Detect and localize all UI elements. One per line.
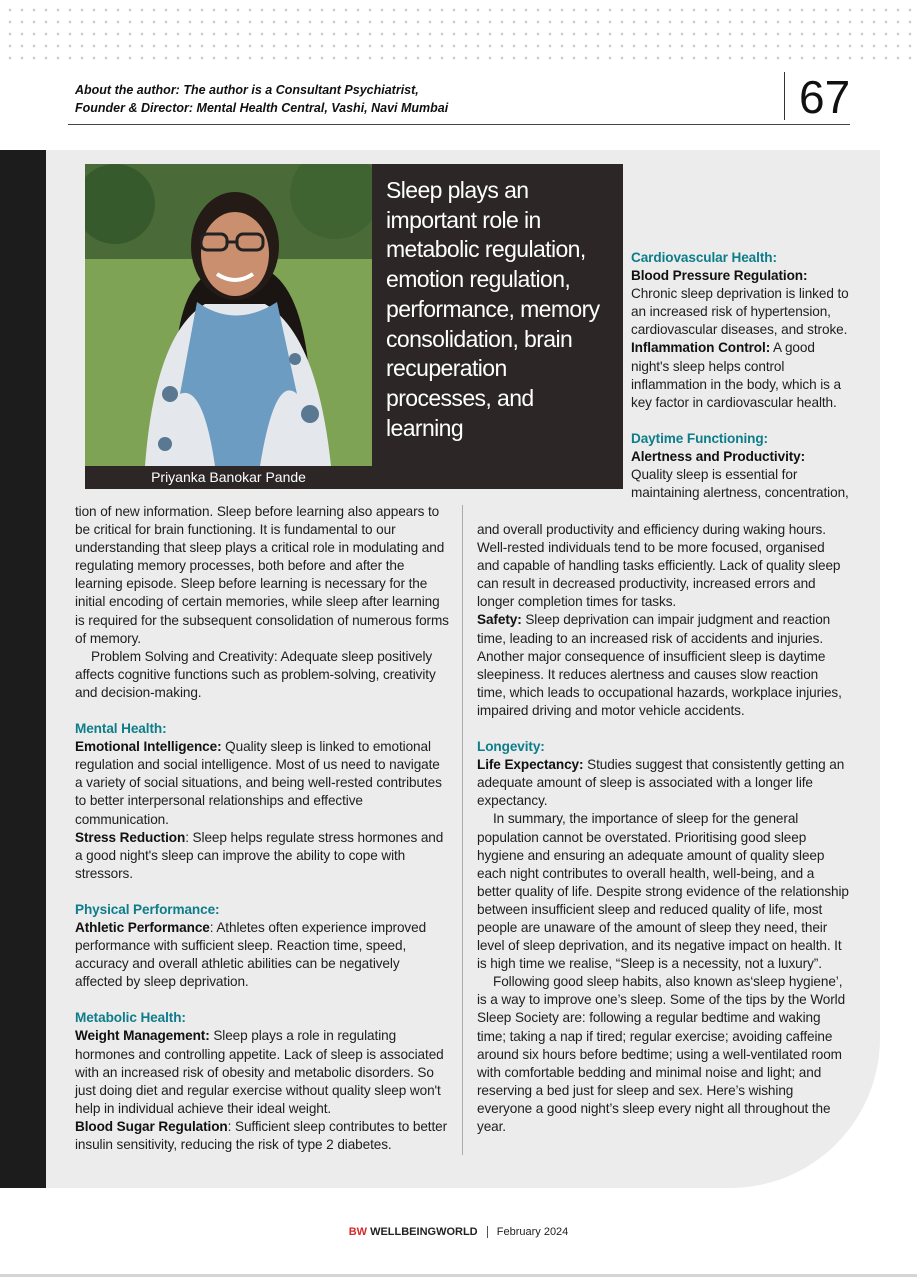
athletic-text: : Athletes often experience improved performance with sufficient sleep. Reaction time, speed, accuracy and overall athletic abilities can be negatively affected by sleep deprivation.	[75, 919, 427, 990]
weight-paragraph	[75, 1027, 450, 1117]
feature-box	[85, 164, 623, 489]
column-divider	[462, 505, 463, 1155]
bp-label: Blood Pressure Regulation:	[631, 268, 808, 284]
page-footer	[0, 1226, 917, 1238]
author-line-2: Founder & Director: Mental Health Central, Vashi, Navi Mumbai	[75, 101, 449, 115]
bp-text: Chronic sleep deprivation is linked to an increased risk of hypertension, cardiovascular diseases, and stroke.	[631, 286, 849, 338]
weight-text: Sleep plays a role in regulating hormones and controlling appetite. Lack of sleep is associated with an increased risk of obesity and metabolic disorders. So just doing diet and regular exercise without quality sleep won't help in individual achieve their ideal weight.	[75, 1028, 444, 1116]
bp-paragraph	[631, 267, 849, 339]
emotional-paragraph	[75, 738, 450, 828]
right-column-top	[631, 249, 849, 502]
alertness-text: Quality sleep is essential for maintaining alertness, concentration,	[631, 467, 849, 501]
alertness-continued: and overall productivity and efficiency during waking hours. Well-rested individuals tend to be more focused, organised and capable of handling tasks efficiently. Lack of quality sleep can result in decreased productivity, increased errors and longer completion times for tasks.	[477, 522, 841, 610]
right-column	[477, 521, 849, 1136]
emotional-label: Emotional Intelligence:	[75, 739, 222, 755]
inflammation-label: Inflammation Control:	[631, 340, 771, 356]
header-rule	[68, 124, 850, 125]
mental-health-heading: Mental Health:	[75, 721, 167, 737]
cardio-heading: Cardiovascular Health:	[631, 250, 777, 265]
brand-name: WELLBEINGWORLD	[370, 1226, 478, 1238]
blood-sugar-paragraph	[75, 1118, 450, 1154]
blood-sugar-label: Blood Sugar Regulation	[75, 1118, 228, 1134]
photo-caption: Priyanka Banokar Pande	[151, 469, 306, 485]
longevity-heading: Longevity:	[477, 739, 545, 755]
portrait-illustration	[85, 164, 372, 466]
safety-text: Sleep deprivation can impair judgment and reaction time, leading to an increased risk of accidents and injuries. Another major consequence of insufficient sleep is daytime sleepiness. It reduces alertness and causes slow reaction time, which leads to occupational hazards, workplace injuries, impaired driving and motor vehicle accidents.	[477, 612, 842, 718]
life-label: Life Expectancy:	[477, 757, 584, 773]
inflammation-paragraph	[631, 339, 849, 411]
habits-paragraph: Following good sleep habits, also known as‘sleep hygiene’, is a way to improve one’s sleep. Some of the tips by the World Sleep Society are: following a regular bedtime and waking time; taking a nap if tired; regular exercise; avoiding caffeine around six hours before bedtime; using a well-ventilated room with comfortable bedding and minimal noise and light; and reserving a bed just for sleep and sex. Here’s wishing everyone a good night’s sleep every night all throughout the year.	[477, 974, 846, 1134]
problem-solving-paragraph: Problem Solving and Creativity: Adequate sleep positively affects cognitive functions such as problem-solving, creativity and decision-making.	[75, 648, 436, 700]
metabolic-heading: Metabolic Health:	[75, 1010, 186, 1026]
life-paragraph	[477, 756, 849, 810]
weight-label: Weight Management:	[75, 1028, 210, 1044]
safety-label: Safety:	[477, 612, 522, 628]
daytime-heading: Daytime Functioning:	[631, 430, 768, 446]
summary-paragraph: In summary, the importance of sleep for the general population cannot be overstated. Prioritising good sleep hygiene and ensuring an adequate amount of quality sleep each night contributes to overall health, well-being, and a better quality of life. Despite strong evidence of the relationship between insufficient sleep and reduced quality of life, most people are unaware of the amount of sleep they need, their level of sleep deprivation, and its negative impact on health. It is high time we realise, “Sleep is a necessity, not a luxury”.	[477, 811, 849, 972]
athletic-label: Athletic Performance	[75, 919, 210, 935]
safety-paragraph	[477, 611, 849, 720]
stress-text: : Sleep helps regulate stress hormones and a good night's sleep can improve the ability to cope with stressors.	[75, 829, 444, 881]
decorative-dot-pattern	[0, 0, 917, 64]
dark-margin	[0, 150, 46, 1188]
intro-paragraph: tion of new information. Sleep before learning also appears to be critical for brain functioning. It is fundamental to our understanding that sleep plays a critical role in modulating and regulating memory processes, both before and after the learning episode. Sleep before learning is necessary for the initial encoding of certain memories, while sleep after learning is required for the subsequent consolidation of numerous forms of memory.	[75, 504, 449, 646]
brand-bw: BW	[348, 1226, 368, 1238]
bottom-rule	[0, 1274, 917, 1277]
physical-heading: Physical Performance:	[75, 901, 220, 917]
stress-label: Stress Reduction	[75, 829, 186, 845]
athletic-paragraph	[75, 919, 450, 991]
page-number: 67	[784, 72, 850, 120]
alertness-paragraph	[631, 448, 849, 502]
author-photo	[85, 164, 372, 466]
life-text: Studies suggest that consistently getting an adequate amount of sleep is associated with a longer life expectancy.	[477, 757, 845, 809]
inflammation-text: A good night's sleep helps control inflammation in the body, which is a key factor in cardiovascular health.	[631, 340, 841, 410]
left-column	[75, 503, 450, 1154]
author-line-1: About the author: The author is a Consultant Psychiatrist,	[75, 83, 419, 97]
blood-sugar-text: : Sufficient sleep contributes to better insulin sensitivity, reducing the risk of type 2 diabetes.	[75, 1118, 448, 1152]
issue-date: February 2024	[496, 1226, 569, 1238]
alertness-label: Alertness and Productivity:	[631, 448, 806, 464]
stress-paragraph	[75, 829, 450, 883]
author-note	[75, 81, 675, 117]
footer-separator	[487, 1226, 488, 1238]
emotional-text: Quality sleep is linked to emotional regulation and social intelligence. Most of us need to navigate a variety of social situations, and being well-rested contributes to better interpersonal relationships and effective communication.	[75, 739, 442, 827]
pull-quote: Sleep plays an important role in metabolic regulation, emotion regulation, performance, memory consolidation, brain recuperation processes, and learning	[386, 177, 600, 441]
